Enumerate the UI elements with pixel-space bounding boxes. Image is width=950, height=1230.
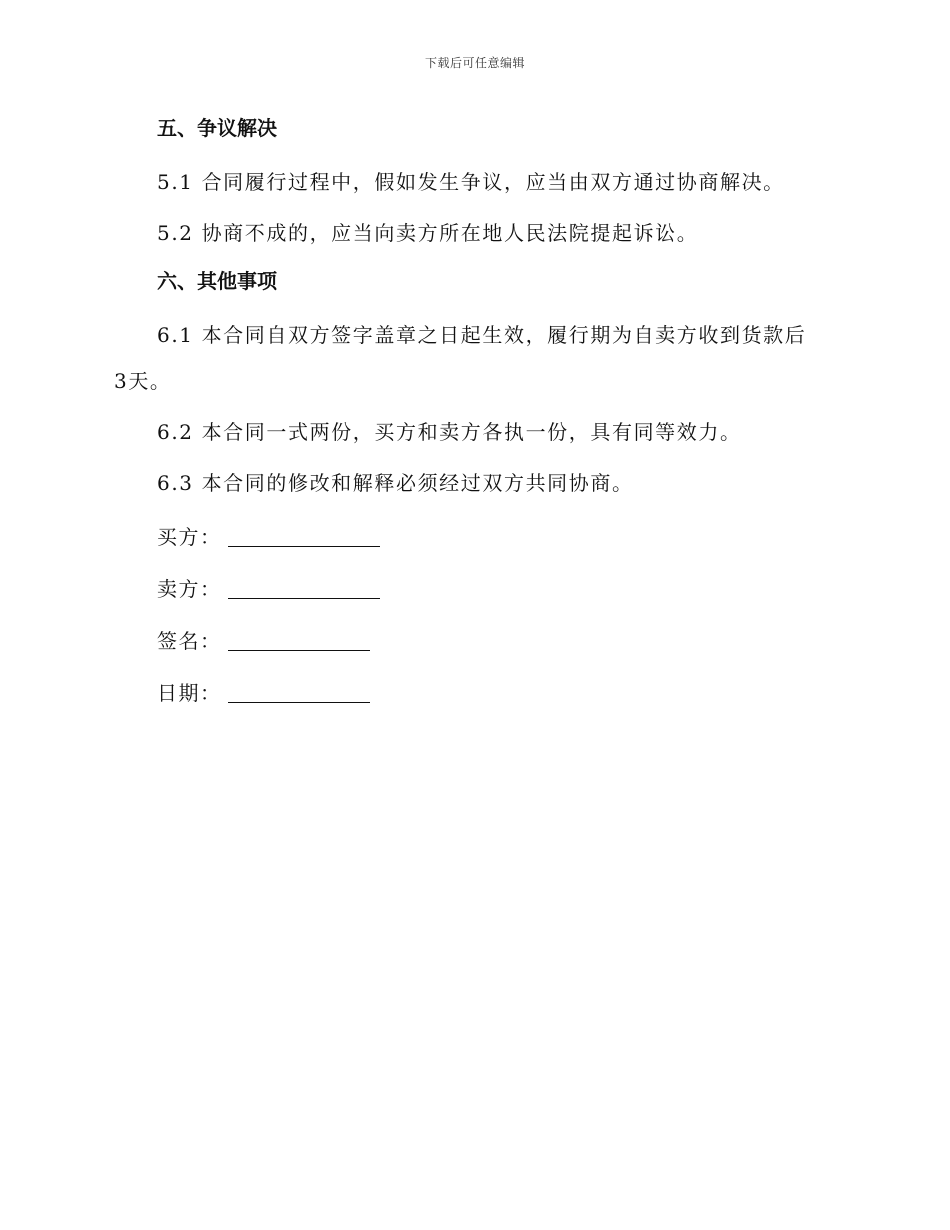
buyer-signature-line [114,511,814,563]
document-body [114,108,814,719]
date-blank [228,680,370,703]
date-signature-line [114,667,814,719]
clause-6-1: 6.1 本合同自双方签字盖章之日起生效，履行期为自卖方收到货款后3天。 [114,323,807,393]
buyer-blank [228,524,380,547]
page-header-note: 下载后可任意编辑 [424,56,525,70]
seller-label: 卖方： [157,577,222,601]
buyer-label: 买方： [157,525,222,549]
section-five-title: 五、争议解决 [157,116,277,140]
clause-5-2: 5.2 协商不成的，应当向卖方所在地人民法院提起诉讼。 [157,221,699,245]
clause-5-1: 5.1 合同履行过程中，假如发生争议，应当由双方通过协商解决。 [157,170,785,194]
sign-signature-line [114,615,814,667]
clause-6-2: 6.2 本合同一式两份，买方和卖方各执一份，具有同等效力。 [157,420,742,444]
seller-signature-line [114,563,814,615]
sign-blank [228,628,370,651]
clause-6-3: 6.3 本合同的修改和解释必须经过双方共同协商。 [157,471,634,495]
date-label: 日期： [157,681,222,705]
section-six-title: 六、其他事项 [157,269,277,293]
sign-label: 签名： [157,629,222,653]
seller-blank [228,576,380,599]
